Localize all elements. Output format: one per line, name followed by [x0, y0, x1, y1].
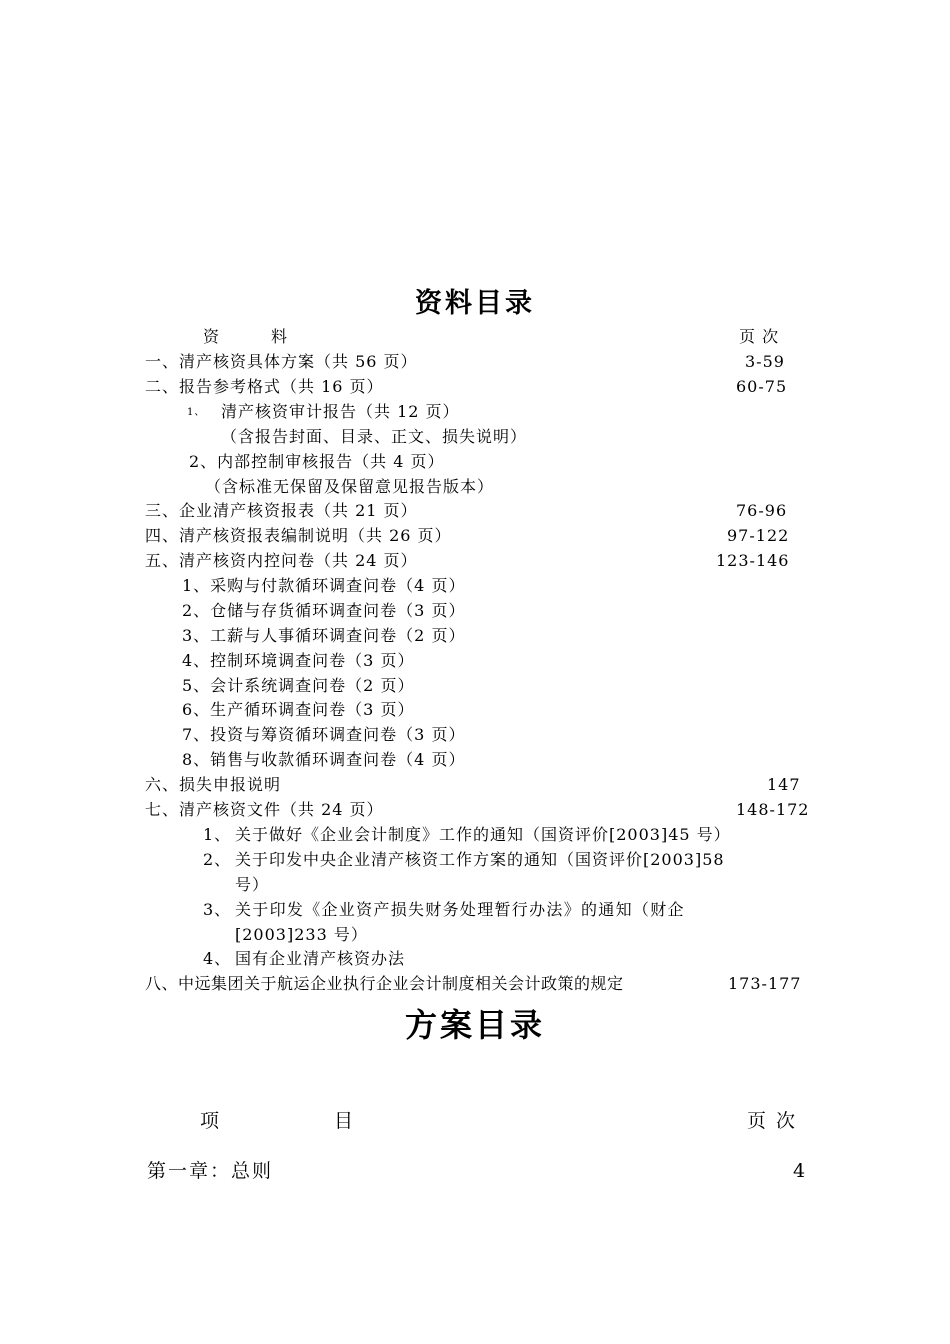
toc-item-7-page: 148-172 [736, 800, 810, 819]
toc-item-5-3: 3、工薪与人事循环调查问卷（2 页） [182, 626, 466, 645]
toc-item-7-3: 关于印发《企业资产损失财务处理暂行办法》的通知（财企 [235, 900, 685, 919]
toc-item-7-4-number: 4、 [203, 949, 232, 968]
toc-header-left: 资 料 [203, 327, 289, 346]
toc-item-1-page: 3-59 [745, 352, 785, 371]
toc-item-5-2: 2、仓储与存货循环调查问卷（3 页） [182, 601, 466, 620]
plan-title: 方案目录 [404, 1006, 545, 1044]
toc-item-4-page: 97-122 [727, 526, 790, 545]
toc-item-5-page: 123-146 [716, 551, 790, 570]
toc-item-7-3-number: 3、 [203, 900, 232, 919]
toc-item-5-7: 7、投资与筹资循环调查问卷（3 页） [182, 725, 466, 744]
toc-item-6: 六、损失申报说明 [145, 775, 282, 794]
toc-title: 资料目录 [415, 288, 535, 319]
toc-item-7-3-cont: [2003]233 号） [235, 925, 368, 944]
toc-item-5-6: 6、生产循环调查问卷（3 页） [182, 700, 415, 719]
plan-item-1: 第一章：总则 [147, 1160, 274, 1182]
toc-item-8-page: 173-177 [728, 974, 802, 993]
toc-item-5-5: 5、会计系统调查问卷（2 页） [182, 676, 415, 695]
toc-item-7-2: 关于印发中央企业清产核资工作方案的通知（国资评价[2003]58 [235, 850, 725, 869]
toc-item-7-4: 国有企业清产核资办法 [235, 949, 406, 968]
toc-item-4: 四、清产核资报表编制说明（共 26 页） [145, 526, 452, 545]
toc-item-2-1-number: 1、 [187, 407, 206, 418]
toc-item-6-page: 147 [767, 775, 801, 794]
toc-item-2-1-note: （含报告封面、目录、正文、损失说明） [221, 427, 528, 446]
toc-item-3: 三、企业清产核资报表（共 21 页） [145, 501, 418, 520]
toc-item-8: 八、中远集团关于航运企业执行企业会计制度相关会计政策的规定 [145, 974, 624, 993]
toc-item-2-2: 2、内部控制审核报告（共 4 页） [189, 452, 445, 471]
toc-item-7-1: 关于做好《企业会计制度》工作的通知（国资评价[2003]45 号） [235, 825, 731, 844]
toc-item-5: 五、清产核资内控问卷（共 24 页） [145, 551, 418, 570]
plan-item-1-page: 4 [793, 1160, 808, 1182]
toc-header-right: 页 次 [739, 327, 780, 346]
plan-header-heading: 目 [334, 1110, 356, 1132]
toc-item-7-2-cont: 号） [235, 875, 270, 894]
toc-item-7-2-number: 2、 [203, 850, 232, 869]
toc-item-3-page: 76-96 [736, 501, 788, 520]
toc-item-5-1: 1、采购与付款循环调查问卷（4 页） [182, 576, 466, 595]
toc-item-1: 一、清产核资具体方案（共 56 页） [145, 352, 418, 371]
toc-item-7: 七、清产核资文件（共 24 页） [145, 800, 384, 819]
toc-item-5-8: 8、销售与收款循环调查问卷（4 页） [182, 750, 466, 769]
toc-item-5-4: 4、控制环境调查问卷（3 页） [182, 651, 415, 670]
plan-header-item: 项 [200, 1110, 222, 1132]
toc-item-2-1: 清产核资审计报告（共 12 页） [221, 402, 460, 421]
toc-item-2: 二、报告参考格式（共 16 页） [145, 377, 384, 396]
toc-item-2-2-note: （含标准无保留及保留意见报告版本） [205, 477, 495, 496]
toc-item-2-page: 60-75 [736, 377, 788, 396]
toc-item-7-1-number: 1、 [203, 825, 232, 844]
plan-header-page: 页 次 [747, 1110, 798, 1132]
